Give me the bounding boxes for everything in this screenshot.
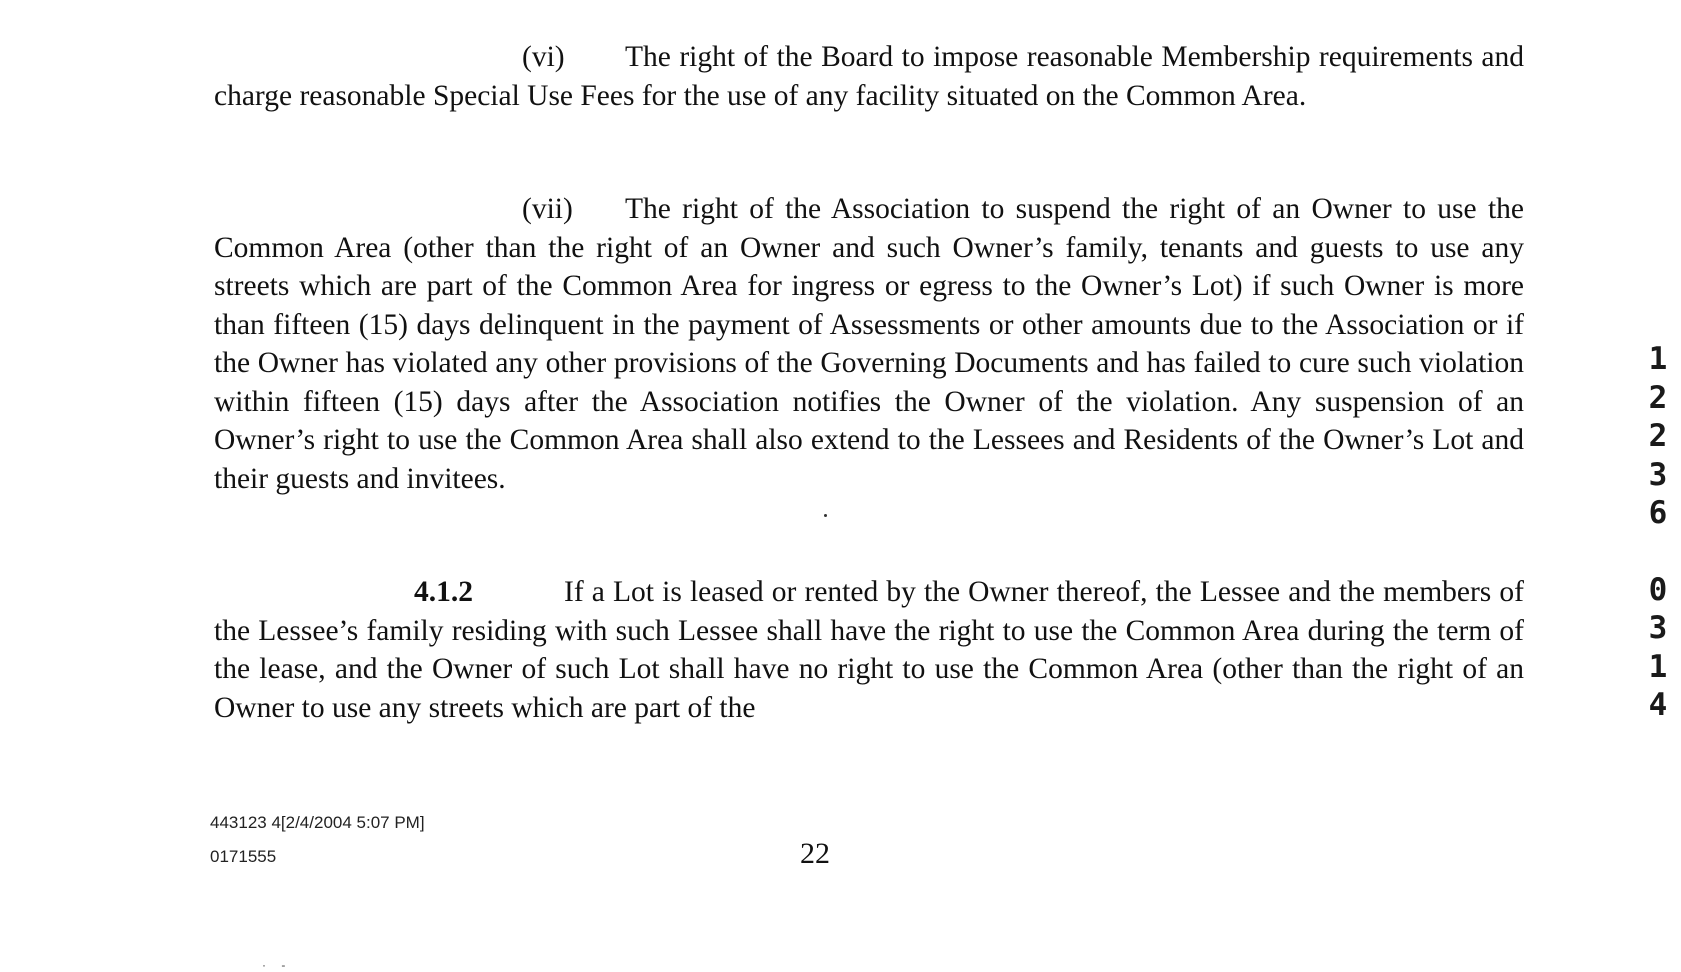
side-digit: 2 (1648, 379, 1668, 416)
paragraph-vi (214, 38, 1524, 115)
page-number: 22 (800, 837, 830, 870)
section-4-1-2-number: 4.1.2 (414, 576, 473, 608)
side-recording-number (1640, 340, 1676, 725)
scan-specks: · - (262, 958, 292, 972)
footer-document-id (210, 806, 425, 874)
footer-doc-code: 0171555 (210, 847, 277, 866)
section-4-1-2 (214, 573, 1524, 727)
side-digit: 1 (1648, 341, 1668, 377)
side-digit: 1 (1648, 648, 1668, 685)
side-digit: 0 (1648, 571, 1668, 608)
paragraph-vi-label: (vi) (522, 41, 565, 73)
side-digit: 3 (1648, 456, 1668, 493)
paragraph-vii-text: The right of the Association to suspend the right of an Owner to use the Common Area (other than the right of an Owner and such Owner’s family, tenants and guests to use any streets which are part of the Common Area for ingress or egress to the Owner’s Lot) if such Owner is more than fifteen (15) days delinquent in the payment of Assessments or other amounts due to the Association or if the Owner has violated any other provisions of the Governing Documents and has failed to cure such violation within fifteen (15) days after the Association notifies the Owner of the violation. Any suspension of an Owner’s right to use the Common Area shall also extend to the Lessees and Residents of the Owner’s Lot and their guests and invitees. (214, 193, 1524, 495)
side-digit-gap (1640, 533, 1676, 571)
paragraph-vii-label: (vii) (522, 193, 573, 225)
footer-doc-id: 443123 4[2/4/2004 5:07 PM] (210, 813, 425, 832)
paragraph-vii (214, 190, 1524, 498)
section-4-1-2-text: If a Lot is leased or rented by the Owner thereof, the Lessee and the members of the Lessee’s family residing with such Lessee shall have the right to use the Common Area during the term of the lease, and the Owner of such Lot shall have no right to use the Common Area (other than the right of an Owner to use any streets which are part of the (214, 576, 1524, 724)
stray-dot-mark (824, 514, 827, 517)
side-digit: 4 (1648, 687, 1668, 723)
paragraph-vi-text: The right of the Board to impose reasonable Membership requirements and charge reasonable Special Use Fees for the use of any facility situated on the Common Area. (214, 41, 1524, 112)
side-digit: 2 (1648, 418, 1668, 454)
side-digit: 3 (1648, 610, 1668, 646)
side-digit: 6 (1648, 495, 1668, 531)
